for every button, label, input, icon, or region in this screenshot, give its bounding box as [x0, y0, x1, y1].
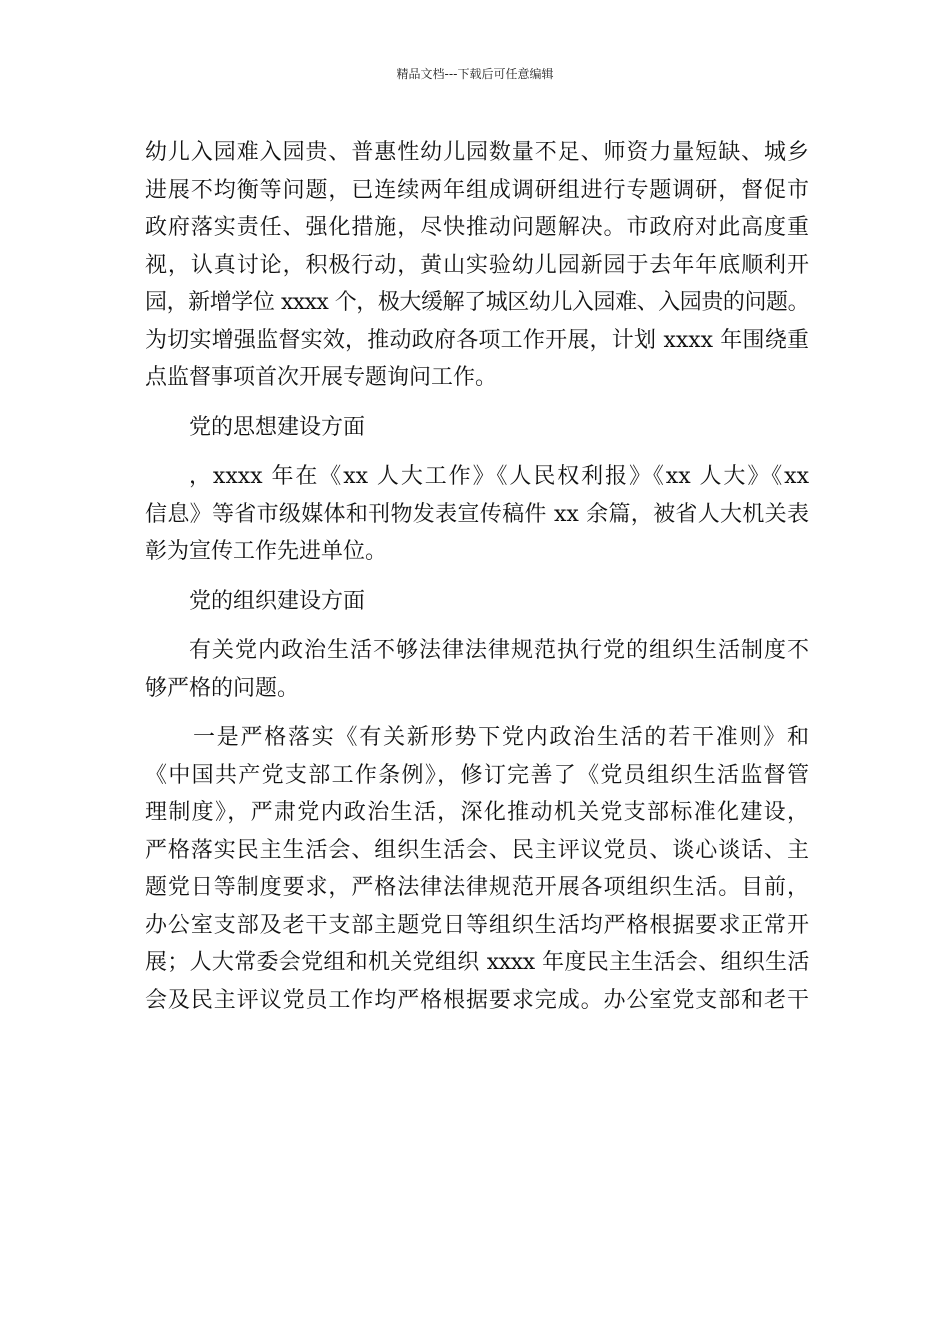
text-line: 进展不均衡等问题，已连续两年组成调研组进行专题调研，督促市 [145, 177, 809, 203]
text-line: ，xxxx 年在《xx 人大工作》《人民权利报》《xx 人大》《xx [189, 464, 809, 489]
section-heading [145, 409, 809, 447]
text-line: 展；人大常委会党组和机关党组织 xxxx 年度民主生活会、组织生活 [145, 950, 809, 975]
text-line: 题党日等制度要求，严格法律法律规范开展各项组织生活。目前， [145, 875, 809, 900]
text-line: 党的组织建设方面 [189, 588, 366, 614]
text-line: 政府落实责任、强化措施，尽快推动问题解决。市政府对此高度重 [145, 215, 809, 240]
text-line: 视，认真讨论，积极行动，黄山实验幼儿园新园于去年年底顺利开 [145, 252, 809, 278]
text-line: 有关党内政治生活不够法律法律规范执行党的组织生活制度不 [189, 638, 809, 663]
text-line: 一是严格落实《有关新形势下党内政治生活的若干准则》和 [193, 725, 809, 750]
text-line: 党的思想建设方面 [189, 414, 366, 440]
paragraph [145, 632, 809, 707]
text-line: 《中国共产党支部工作条例》，修订完善了《党员组织生活监督管 [145, 762, 809, 788]
text-line: 信息》等省市级媒体和刊物发表宣传稿件 xx 余篇，被省人大机关表 [145, 501, 809, 527]
paragraph [145, 719, 809, 1019]
text-line: 理制度》，严肃党内政治生活，深化推动机关党支部标准化建设， [145, 800, 809, 825]
text-line: 彰为宣传工作先进单位。 [145, 539, 388, 564]
text-line: 办公室支部及老干支部主题党日等组织生活均严格根据要求正常开 [145, 912, 809, 938]
text-line: 严格落实民主生活会、组织生活会、民主评议党员、谈心谈话、主 [145, 837, 809, 863]
paragraph [145, 458, 809, 571]
text-line: 幼儿入园难入园贵、普惠性幼儿园数量不足、师资力量短缺、城乡 [145, 140, 809, 165]
text-line: 园，新增学位 xxxx 个，极大缓解了城区幼儿入园难、入园贵的问题。 [145, 290, 809, 315]
page-header: 精品文档---下载后可任意编辑 [396, 67, 554, 81]
text-line: 够严格的问题。 [145, 675, 300, 701]
section-heading [145, 583, 809, 621]
text-line: 点监督事项首次开展专题询问工作。 [145, 365, 498, 390]
document-body [145, 134, 809, 1019]
text-line: 为切实增强监督实效，推动政府各项工作开展，计划 xxxx 年围绕重 [145, 327, 809, 353]
paragraph [145, 134, 809, 397]
text-line: 会及民主评议党员工作均严格根据要求完成。办公室党支部和老干 [145, 987, 809, 1013]
